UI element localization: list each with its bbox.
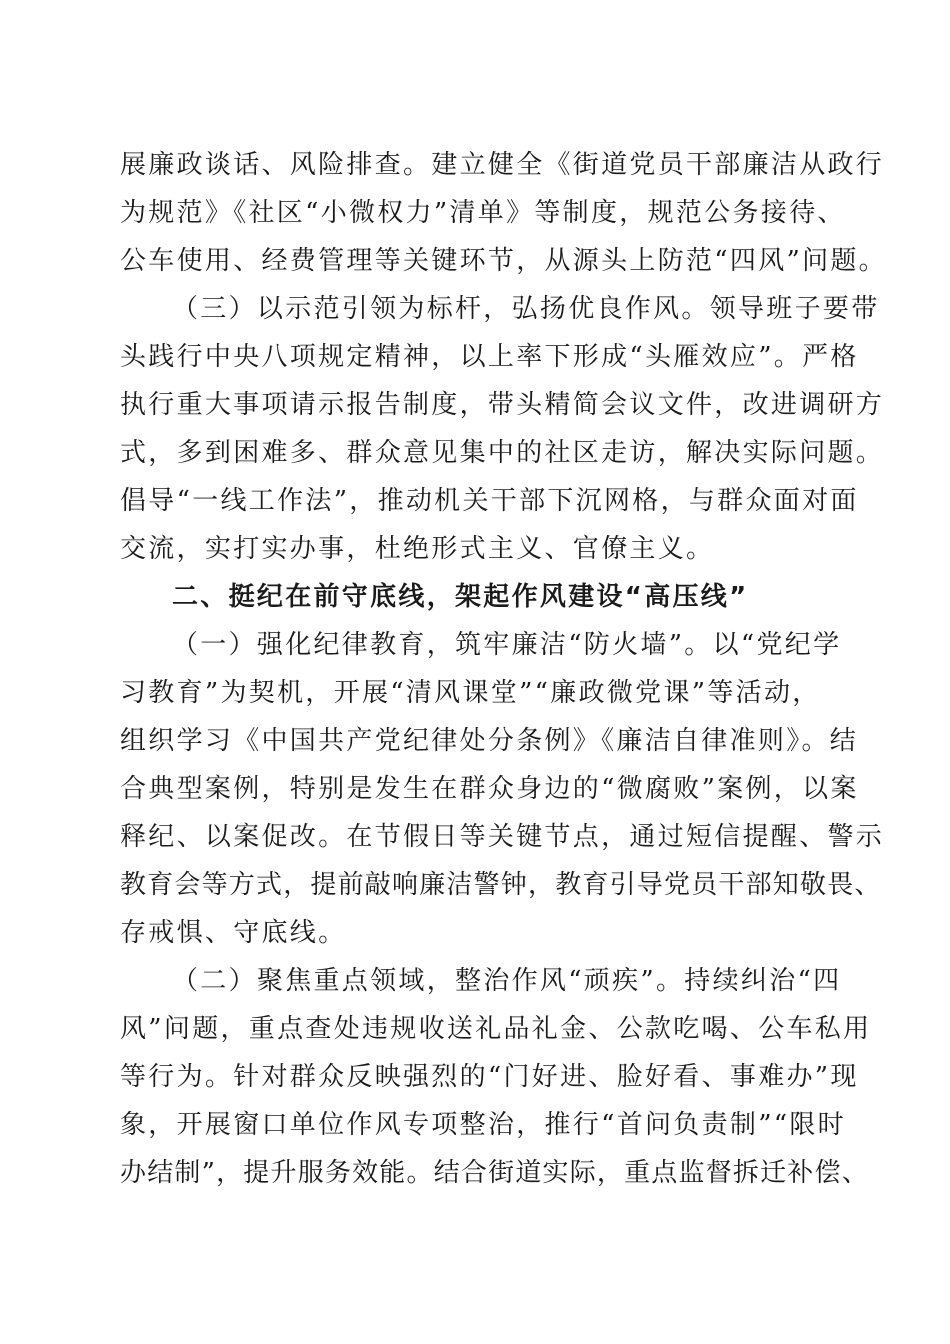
paragraph-line: 为规范》《社区“小微权力”清单》等制度，规范公务接待、 (120, 198, 846, 228)
paragraph-line: 倡导“一线工作法”，推动机关干部下沉网格，与群众面对面 (120, 486, 859, 516)
paragraph-line: 式，多到困难多、群众意见集中的社区走访，解决实际问题。 (120, 438, 885, 468)
paragraph-line: 教育会等方式，提前敲响廉洁警钟，教育引导党员干部知敬畏、 (120, 870, 882, 900)
paragraph-line: 风”问题，重点查处违规收送礼品礼金、公款吃喝、公车私用 (120, 1014, 872, 1044)
paragraph-line: 存戒惧、守底线。 (120, 918, 347, 948)
paragraph-line: 办结制”，提升服务效能。结合街道实际，重点监督拆迁补偿、 (120, 1158, 869, 1188)
paragraph-line: 头践行中央八项规定精神，以上率下形成“头雁效应”。严格 (120, 342, 859, 372)
paragraph-line: 释纪、以案促改。在节假日等关键节点，通过短信提醒、警示 (120, 822, 885, 852)
paragraph-line: 执行重大事项请示报告制度，带头精简会议文件，改进调研方 (120, 390, 885, 420)
paragraph-line: （一）强化纪律教育，筑牢廉洁“防火墙”。以“党纪学 (172, 630, 842, 660)
paragraph-line: 展廉政谈话、风险排查。建立健全《街道党员干部廉洁从政行 (120, 150, 885, 180)
paragraph-line: 交流，实打实办事，杜绝形式主义、官僚主义。 (120, 534, 715, 564)
paragraph-line: 习教育”为契机，开展“清风课堂”“廉政微党课”等活动， (120, 678, 821, 708)
paragraph-line: （三）以示范引领为标杆，弘扬优良作风。领导班子要带 (172, 294, 880, 324)
paragraph-line: （二）聚焦重点领域，整治作风“顽疾”。持续纠治“四 (172, 966, 842, 996)
paragraph-line: 组织学习《中国共产党纪律处分条例》《廉洁自律准则》。结 (120, 726, 859, 756)
paragraph-line: 公车使用、经费管理等关键环节，从源头上防范“四风”问题。 (120, 246, 887, 276)
section-heading: 二、挺纪在前守底线，架起作风建设“高压线” (172, 582, 749, 612)
paragraph-line: 合典型案例，特别是发生在群众身边的“微腐败”案例，以案 (120, 774, 859, 804)
paragraph-line: 象，开展窗口单位作风专项整治，推行“首问负责制”“限时 (120, 1110, 846, 1140)
paragraph-line: 等行为。针对群众反映强烈的“门好进、脸好看、事难办”现 (120, 1062, 859, 1092)
